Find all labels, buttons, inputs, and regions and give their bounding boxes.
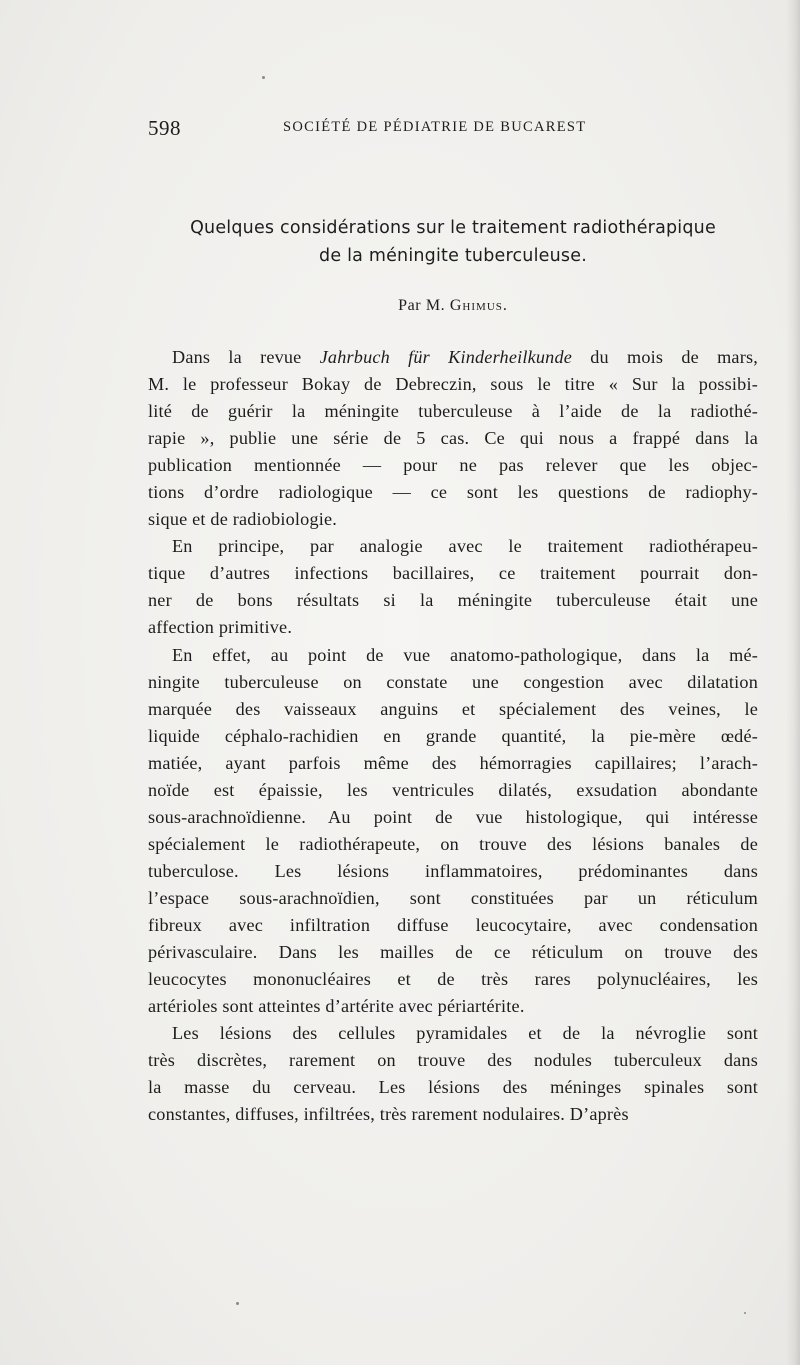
text-line: affection primitive. bbox=[148, 617, 293, 638]
text-line: la masse du cerveau. Les lésions des méninges spinales sont bbox=[148, 1077, 758, 1098]
text-line: ner de bons résultats si la méningite tuberculeuse était une bbox=[148, 590, 758, 611]
text-line: sous-arachnoïdienne. Au point de vue histologique, qui intéresse bbox=[148, 806, 758, 827]
text-line: spécialement le radiothérapeute, on trouve des lésions banales de bbox=[148, 833, 758, 854]
article-title bbox=[148, 214, 758, 270]
article-author bbox=[148, 297, 758, 315]
text-line: M. le professeur Bokay de Debreczin, sous le titre « Sur la possibi- bbox=[148, 374, 758, 395]
text-line: noïde est épaissie, les ventricules dilatés, exsudation abondante bbox=[148, 779, 758, 800]
scan-speck bbox=[262, 76, 265, 79]
journal-title: Jahrbuch für Kinderheilkunde bbox=[319, 347, 573, 367]
text-line: publication mentionnée — pour ne pas relever que les objec- bbox=[148, 455, 758, 476]
paragraph bbox=[148, 344, 758, 533]
text-line: tique d’autres infections bacillaires, ce traitement pourrait don- bbox=[148, 563, 758, 584]
text-line: rapie », publie une série de 5 cas. Ce qui nous a frappé dans la bbox=[148, 428, 758, 449]
text-line: très discrètes, rarement on trouve des nodules tuberculeux dans bbox=[148, 1050, 758, 1071]
text-line: artérioles sont atteintes d’artérite avec périartérite. bbox=[148, 996, 525, 1017]
page-header bbox=[148, 116, 758, 142]
text-line: marquée des vaisseaux anguins et spécialement des veines, le bbox=[148, 698, 758, 719]
text-line: fibreux avec infiltration diffuse leucocytaire, avec condensation bbox=[148, 914, 758, 935]
text-line: En effet, au point de vue anatomo-pathologique, dans la mé- bbox=[172, 644, 758, 665]
author-prefix: Par M. bbox=[398, 297, 446, 314]
text-line: périvasculaire. Dans les mailles de ce réticulum on trouve des bbox=[148, 942, 758, 963]
paragraph bbox=[148, 1020, 758, 1128]
text-line: leucocytes mononucléaires et de très rares polynucléaires, les bbox=[148, 969, 758, 990]
article-title-line-2: de la méningite tuberculeuse. bbox=[319, 246, 587, 266]
article-title-line-1: Quelques considérations sur le traitement radiothérapique bbox=[190, 218, 716, 238]
text-line: En principe, par analogie avec le traitement radiothérapeu- bbox=[172, 536, 758, 557]
text-line: tuberculose. Les lésions inflammatoires, prédominantes dans bbox=[148, 860, 758, 881]
text-line: constantes, diffuses, infiltrées, très rarement nodulaires. D’après bbox=[148, 1104, 629, 1125]
page-edge-shadow bbox=[786, 0, 800, 1365]
text-line: liquide céphalo-rachidien en grande quantité, la pie-mère œdé- bbox=[148, 725, 758, 746]
text-line: lité de guérir la méningite tuberculeuse à l’aide de la radiothé- bbox=[148, 401, 758, 422]
author-name: Ghimus. bbox=[449, 297, 508, 314]
scan-speck bbox=[236, 1302, 239, 1305]
paragraph bbox=[148, 642, 758, 1021]
scan-speck bbox=[744, 1312, 746, 1314]
text-line: sique et de radiobiologie. bbox=[148, 509, 338, 530]
text-line: matiée, ayant parfois même des hémorragies capillaires; l’arach- bbox=[148, 752, 758, 773]
text-line bbox=[148, 344, 758, 371]
text-segment: Dans la revue bbox=[172, 347, 320, 367]
text-segment: du mois de mars, bbox=[572, 347, 758, 367]
text-line: ningite tuberculeuse on constate une congestion avec dilatation bbox=[148, 671, 758, 692]
article-body bbox=[148, 344, 758, 1128]
paragraph bbox=[148, 533, 758, 641]
text-line: Les lésions des cellules pyramidales et de la névroglie sont bbox=[172, 1023, 758, 1044]
text-line: l’espace sous-arachnoïdien, sont constituées par un réticulum bbox=[148, 887, 758, 908]
text-line: tions d’ordre radiologique — ce sont les questions de radiophy- bbox=[148, 482, 758, 503]
running-head: SOCIÉTÉ DE PÉDIATRIE DE BUCAREST bbox=[283, 119, 587, 135]
page-number: 598 bbox=[148, 116, 181, 140]
